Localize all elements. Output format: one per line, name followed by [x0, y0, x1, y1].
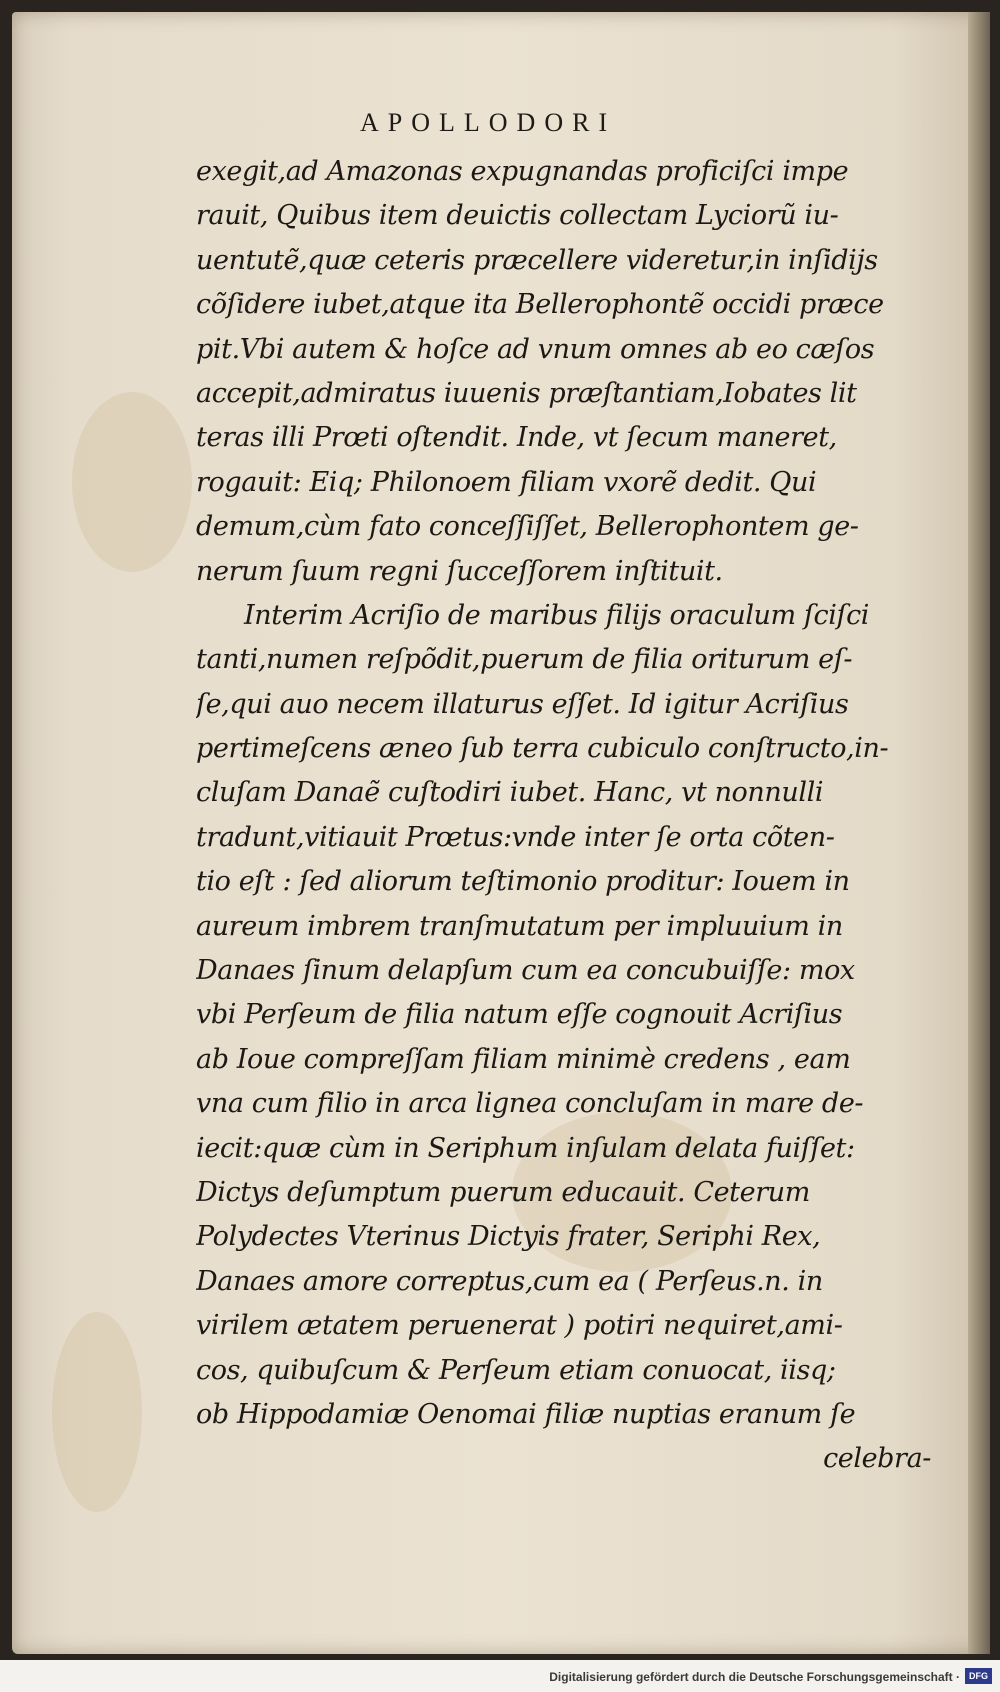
text-line: virilem ætatem peruenerat ) potiri nequiret,ami- [196, 1310, 843, 1342]
dfg-logo: DFG [965, 1668, 992, 1684]
text-line: aureum imbrem tranſmutatum per impluuium in [196, 910, 843, 942]
text-line: rauit, Quibus item deuictis collectam Lyciorũ iu- [196, 200, 839, 232]
text-line: vbi Perſeum de filia natum eſſe cognouit Acriſius [196, 999, 843, 1031]
paragraph-start-line: Interim Acriſio de maribus filijs oraculum ſciſci [244, 599, 870, 631]
text-line: Danaes amore correptus,cum ea ( Perſeus.n. in [196, 1265, 823, 1297]
text-line: pertimeſcens æneo ſub terra cubiculo conſtructo,in- [196, 733, 889, 765]
text-line: accepit,admiratus iuuenis præſtantiam,Iobates lit [196, 377, 857, 409]
text-line: tanti,numen reſpõdit,puerum de filia oriturum eſ- [196, 644, 853, 676]
text-line: Polydectes Vterinus Dictyis frater, Seriphi Rex, [196, 1221, 821, 1253]
text-line: ob Hippodamiæ Oenomai filiæ nuptias eranum ſe [196, 1398, 856, 1430]
text-line: vna cum filio in arca lignea concluſam in mare de- [196, 1088, 864, 1120]
text-line: rogauit: Eiq; Philonoem filiam vxorẽ dedit. Qui [196, 466, 817, 498]
text-block [196, 150, 941, 1482]
text-line: cõſidere iubet,atque ita Bellerophontẽ occidi præce [196, 289, 884, 321]
catchword: celebra- [823, 1443, 931, 1475]
text-line: cos, quibuſcum & Perſeum etiam conuocat, iisq; [196, 1354, 836, 1386]
text-line: Dictys deſumptum puerum educauit. Ceterum [196, 1176, 810, 1208]
paper-stain [52, 1312, 142, 1512]
text-line: uentutẽ,quæ ceteris præcellere videretur,in inſidijs [196, 244, 878, 276]
text-line: tio eſt : ſed aliorum teſtimonio proditur: Iouem in [196, 866, 850, 898]
text-line: pit.Vbi autem & hoſce ad vnum omnes ab eo cæſos [196, 333, 875, 365]
funding-note: Digitalisierung gefördert durch die Deutsche Forschungsgemeinschaft · [549, 1670, 960, 1684]
digitization-footer [0, 1664, 1000, 1692]
paper-stain [72, 392, 192, 572]
text-line: iecit:quæ cùm in Seriphum inſulam delata fuiſſet: [196, 1132, 855, 1164]
text-line: ſe,qui auo necem illaturus eſſet. Id igitur Acriſius [196, 688, 849, 720]
text-line: teras illi Prœti oſtendit. Inde, vt ſecum maneret, [196, 422, 837, 454]
text-line: Danaes ſinum delapſum cum ea concubuiſſe: mox [196, 955, 855, 987]
running-head: APOLLODORI [360, 108, 617, 137]
text-line: cluſam Danaẽ cuſtodiri iubet. Hanc, vt nonnulli [196, 777, 824, 809]
text-line: tradunt,vitiauit Prœtus:vnde inter ſe orta cõten- [196, 821, 835, 853]
text-line: nerum ſuum regni ſucceſſorem inſtituit. [196, 555, 723, 587]
page-gutter [968, 12, 990, 1654]
text-line: exegit,ad Amazonas expugnandas proficiſci impe [196, 156, 849, 187]
text-line: demum,cùm fato conceſſiſſet, Bellerophontem ge- [196, 511, 859, 543]
text-line: ab Ioue compreſſam filiam minimè credens , eam [196, 1043, 851, 1075]
